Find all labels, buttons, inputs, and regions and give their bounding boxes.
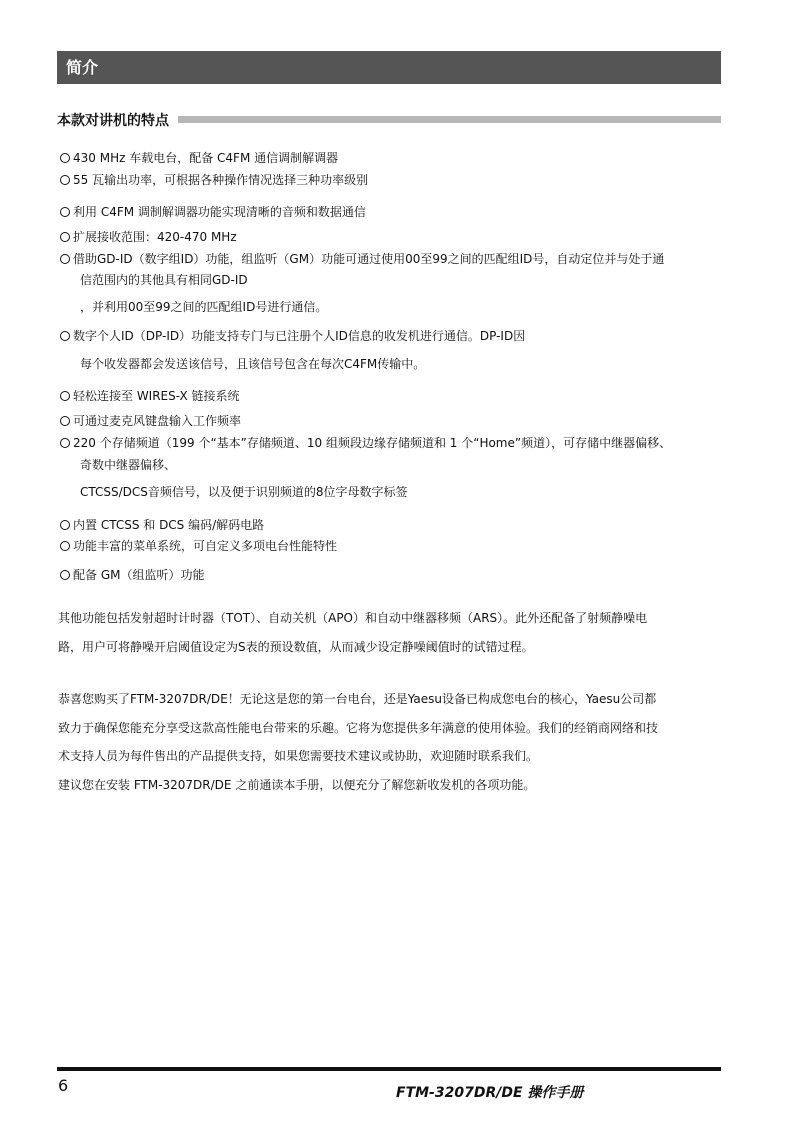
feature-text: 数字个人ID（DP-ID）功能支持专门与已注册个人ID信息的收发机进行通信。DP-ID因 [73,329,526,343]
feature-text: 功能丰富的菜单系统，可自定义多项电台性能特性 [73,539,338,553]
circle-bullet-icon [60,570,70,580]
heading-rule [178,116,721,123]
circle-bullet-icon [60,153,70,163]
feature-text: 借助GD-ID（数字组ID）功能，组监听（GM）功能可通过使用00至99之间的匹配组ID号，自动定位并与处于通 [73,252,665,266]
section-title: 简介 [66,58,99,77]
circle-bullet-icon [60,438,70,448]
page-number: 6 [58,1076,69,1095]
feature-item [60,413,241,429]
circle-bullet-icon [60,254,70,264]
feature-item [60,328,525,344]
feature-item [60,229,237,245]
feature-continuation: CTCSS/DCS音频信号，以及便于识别频道的8位字母数字标签 [80,485,408,499]
circle-bullet-icon [60,416,70,426]
circle-bullet-icon [60,207,70,217]
feature-text: 利用 C4FM 调制解调器功能实现清晰的音频和数据通信 [73,205,366,219]
circle-bullet-icon [60,175,70,185]
feature-item [60,517,264,533]
paragraph-line: 建议您在安装 FTM-3207DR/DE 之前通读本手册，以便充分了解您新收发机的各项功能。 [58,778,536,792]
paragraph-line: 其他功能包括发射超时计时器（TOT）、自动关机（APO）和自动中继器移频（ARS）。此外还配备了射频静噪电 [58,611,648,625]
circle-bullet-icon [60,232,70,242]
feature-text: 配备 GM（组监听）功能 [73,568,205,582]
feature-item [60,435,671,451]
circle-bullet-icon [60,541,70,551]
feature-item [60,538,337,554]
feature-text: 扩展接收范围：420-470 MHz [73,230,237,244]
features-heading: 本款对讲机的特点 [57,113,169,129]
feature-text: 55 瓦输出功率，可根据各种操作情况选择三种功率级别 [73,173,369,187]
paragraph-line: 致力于确保您能充分享受这款高性能电台带来的乐趣。它将为您提供多年满意的使用体验。我们的经销商网络和技 [58,721,659,735]
feature-item [60,172,368,188]
feature-item [60,150,338,166]
feature-text: 内置 CTCSS 和 DCS 编码/解码电路 [73,518,265,532]
feature-item [60,251,664,267]
manual-title: FTM-3207DR/DE 操作手册 [396,1085,584,1101]
feature-item [60,204,366,220]
feature-continuation: 奇数中继器偏移、 [80,458,177,472]
feature-text: 220 个存储频道（199 个“基本”存储频道、10 组频段边缘存储频道和 1 个“Home”频道），可存储中继器偏移、 [73,436,672,450]
feature-continuation: 每个收发器都会发送该信号，且该信号包含在每次C4FM传输中。 [80,357,426,371]
paragraph-line: 恭喜您购买了FTM-3207DR/DE！无论这是您的第一台电台，还是Yaesu设备已构成您电台的核心，Yaesu公司都 [58,692,657,706]
section-header-bar [57,51,721,84]
feature-text: 轻松连接至 WIRES-X 链接系统 [73,389,240,403]
circle-bullet-icon [60,520,70,530]
feature-continuation: 信范围内的其他具有相同GD-ID [80,273,248,287]
feature-text: 可通过麦克风键盘输入工作频率 [73,414,242,428]
feature-continuation: ，并利用00至99之间的匹配组ID号进行通信。 [80,300,328,314]
circle-bullet-icon [60,331,70,341]
circle-bullet-icon [60,391,70,401]
footer-rule [57,1067,721,1071]
feature-item [60,388,240,404]
feature-item [60,567,204,583]
paragraph-line: 术支持人员为每件售出的产品提供支持，如果您需要技术建议或协助，欢迎随时联系我们。 [58,749,539,763]
feature-text: 430 MHz 车载电台，配备 C4FM 通信调制解调器 [73,151,339,165]
paragraph-line: 路，用户可将静噪开启阈值设定为S表的预设数值，从而减少设定静噪阈值时的试错过程。 [58,640,534,654]
